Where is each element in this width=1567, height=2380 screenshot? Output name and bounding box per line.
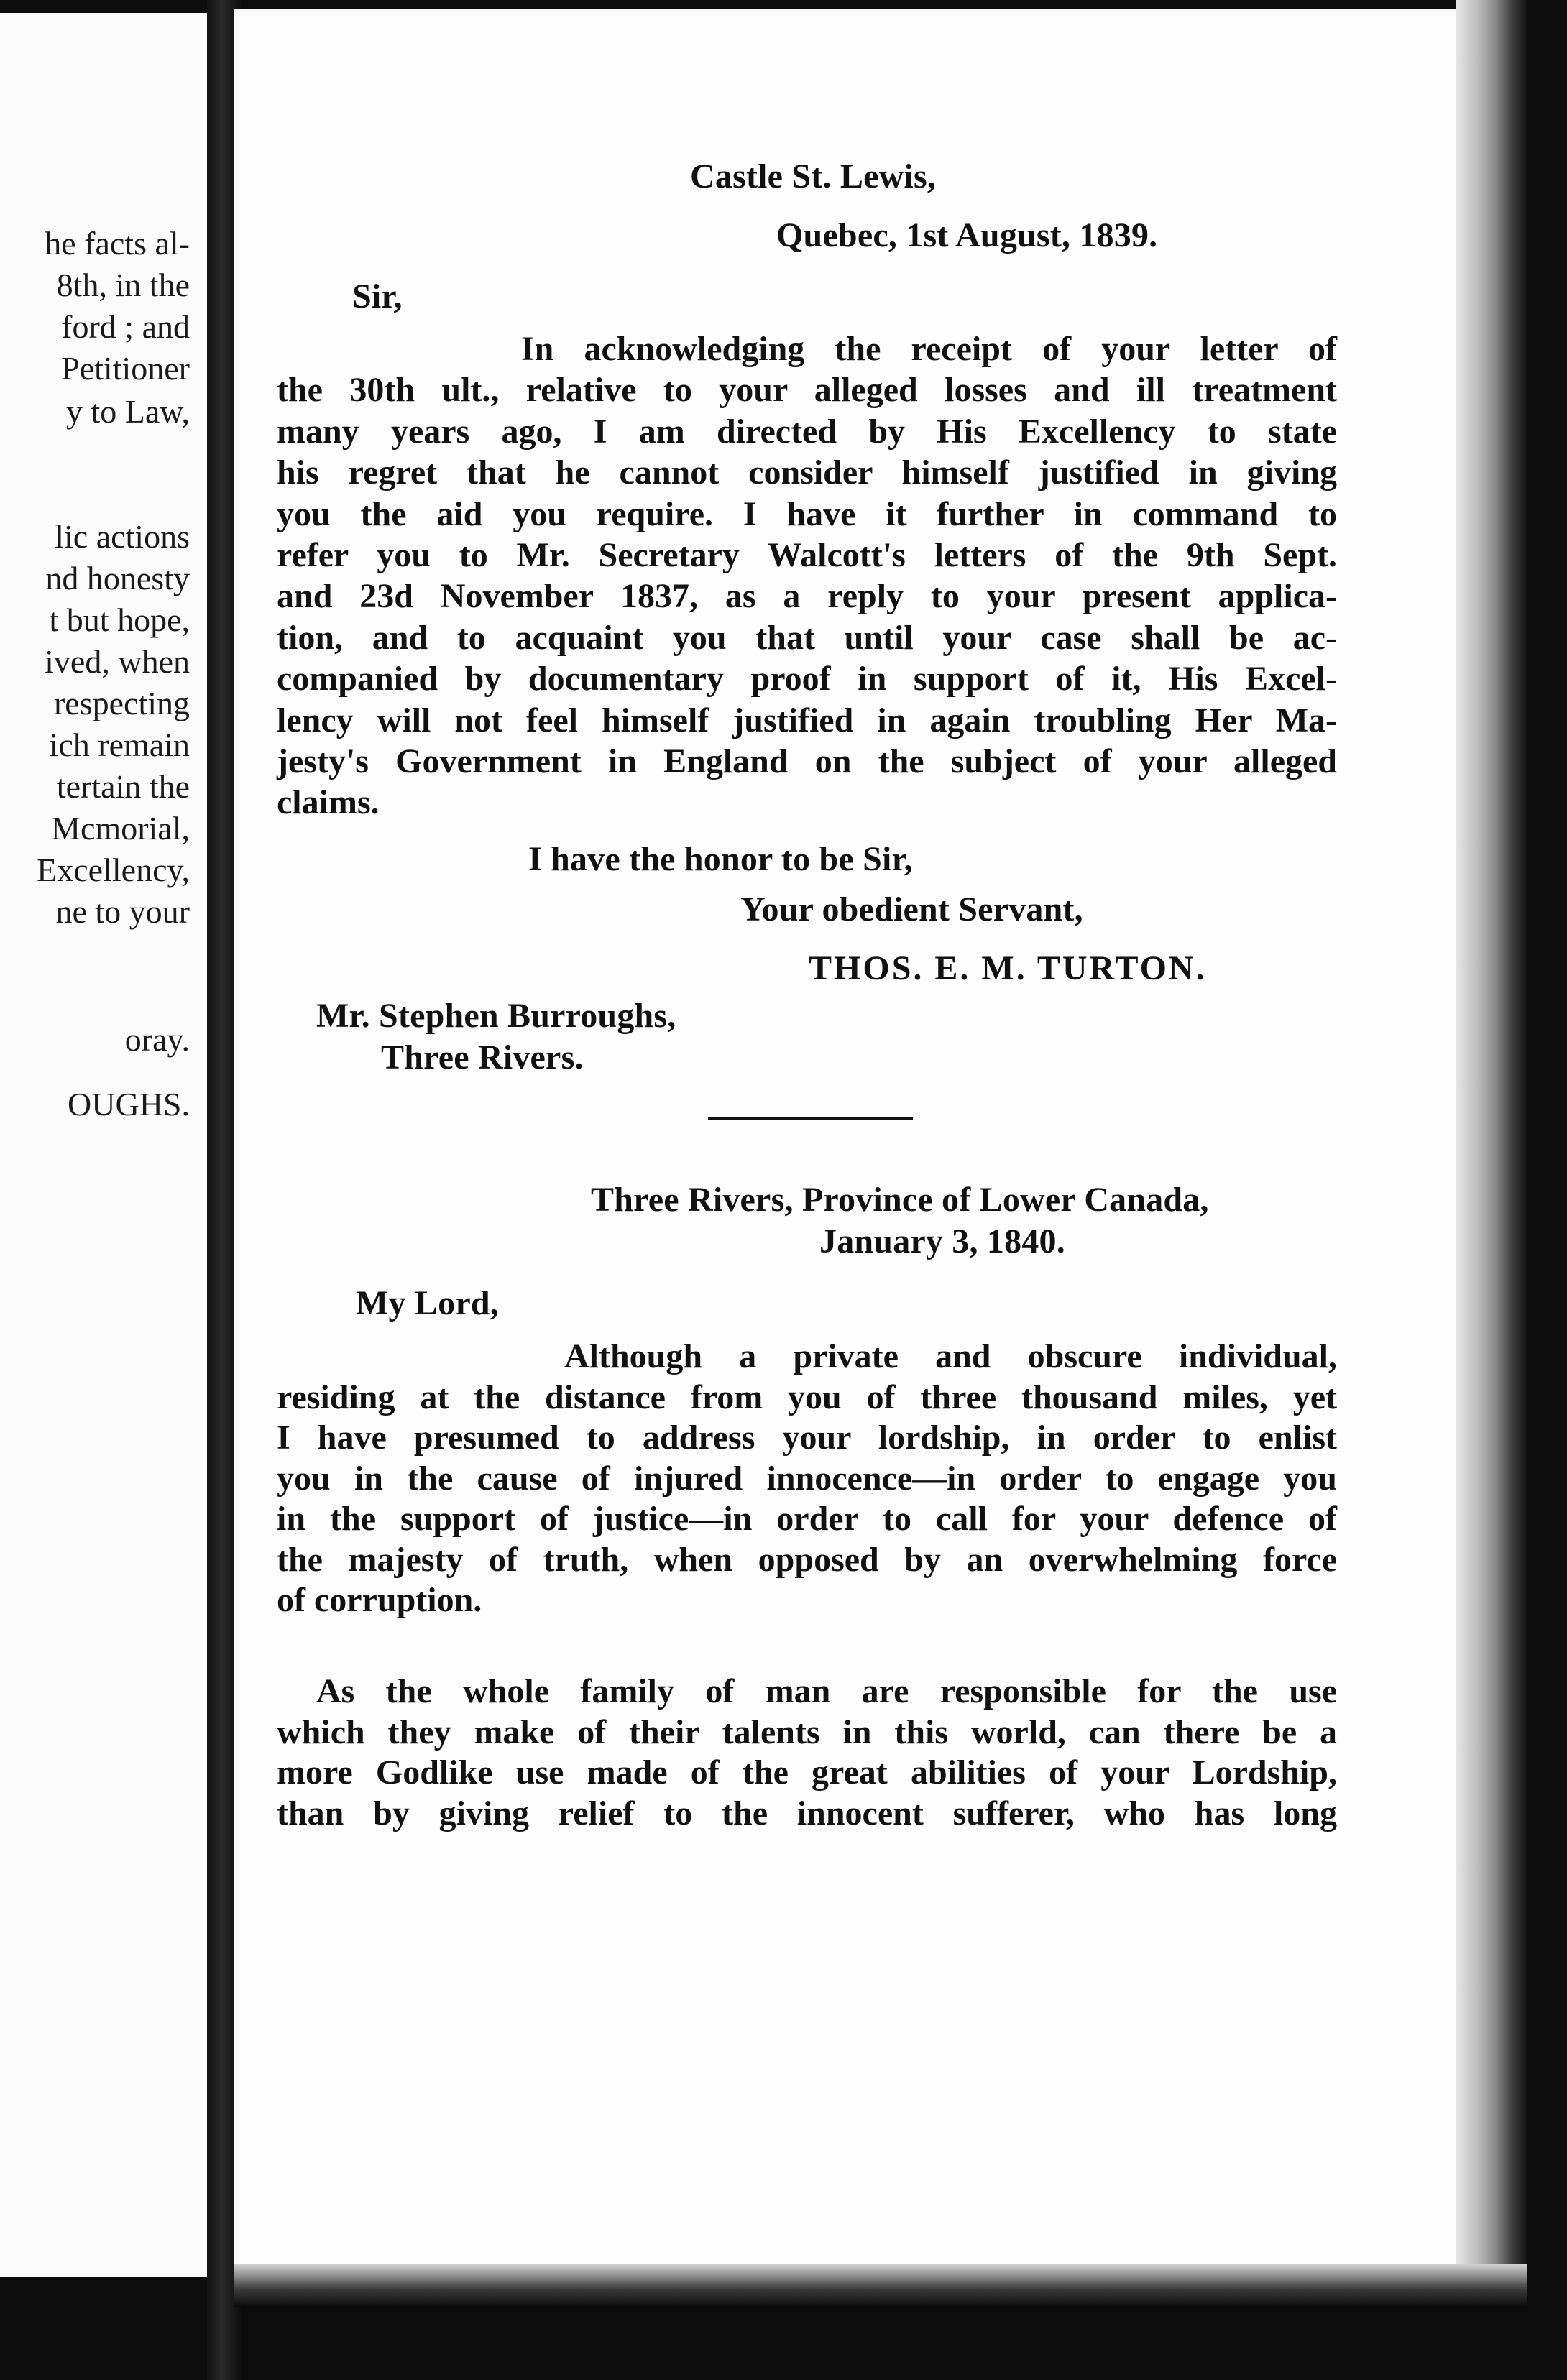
letter1-salutation: Sir, xyxy=(352,277,403,315)
text-line: in the support of justice—in order to call for your defence of xyxy=(277,1500,1337,1538)
letter2-salutation: My Lord, xyxy=(356,1284,499,1322)
page-bottom-shadow xyxy=(234,2264,1527,2307)
left-page-fragment: ived, when xyxy=(45,643,190,680)
section-divider xyxy=(708,1117,913,1120)
text-line: refer you to Mr. Secretary Walcott's letters of the 9th Sept. xyxy=(277,536,1337,574)
text-line: than by giving relief to the innocent sufferer, who has long xyxy=(277,1794,1337,1832)
text-line: the majesty of truth, when opposed by an overwhelming force xyxy=(277,1540,1337,1579)
text-line: residing at the distance from you of three thousand miles, yet xyxy=(277,1378,1337,1416)
left-page-fragment: ne to your xyxy=(55,893,190,930)
letter1-addressee-name: Mr. Stephen Burroughs, xyxy=(316,997,676,1035)
left-page-fragment: oray. xyxy=(124,1021,190,1058)
text-line: the 30th ult., relative to your alleged losses and ill treatment xyxy=(277,371,1337,410)
left-page-fragment: he facts al- xyxy=(45,225,190,262)
text-line: jesty's Government in England on the subject of your alleged xyxy=(277,742,1337,780)
left-page-fragment: Excellency, xyxy=(37,852,190,888)
letter1-signature: THOS. E. M. TURTON. xyxy=(809,949,1207,987)
left-page-fragment: 8th, in the xyxy=(56,267,190,303)
letter2-date: January 3, 1840. xyxy=(819,1222,1065,1260)
text-line: you the aid you require. I have it further in command to xyxy=(277,494,1337,533)
text-line: his regret that he cannot consider himself justified in giving xyxy=(277,453,1337,492)
left-page-fragment: y to Law, xyxy=(65,393,190,430)
text-line: claims. xyxy=(277,783,380,822)
left-page-fragment: Mcmorial, xyxy=(51,810,190,847)
text-line: lency will not feel himself justified in again troubling Her Ma- xyxy=(277,701,1337,739)
left-page-fragment: t but hope, xyxy=(49,601,190,638)
letter1-addressee-place: Three Rivers. xyxy=(381,1038,584,1076)
text-line: In acknowledging the receipt of your letter of xyxy=(521,330,1337,368)
left-page-fragment: respecting xyxy=(53,685,190,721)
letter1-closing: I have the honor to be Sir, xyxy=(528,840,913,878)
text-line: more Godlike use made of the great abilities of your Lordship, xyxy=(277,1753,1337,1791)
letter1-place: Castle St. Lewis, xyxy=(690,157,937,195)
left-page-fragment: Petitioner xyxy=(61,350,190,387)
text-line: Although a private and obscure individual, xyxy=(564,1337,1337,1375)
left-page-fragment: nd honesty xyxy=(45,560,190,596)
text-line: which they make of their talents in this world, can there be a xyxy=(277,1712,1337,1751)
text-line: companied by documentary proof in support of it, His Excel- xyxy=(277,660,1337,698)
left-page-fragment: ford ; and xyxy=(61,308,190,345)
left-page-fragment: OUGHS. xyxy=(68,1086,190,1122)
text-line: tion, and to acquaint you that until your case shall be ac- xyxy=(277,618,1337,657)
left-page-fragment: ich remain xyxy=(49,727,190,763)
text-line: As the whole family of man are responsible for the use xyxy=(316,1672,1337,1710)
text-line: you in the cause of injured innocence—in order to engage you xyxy=(277,1459,1337,1498)
text-line: of corruption. xyxy=(277,1581,482,1619)
letter1-valediction: Your obedient Servant, xyxy=(740,890,1083,928)
text-line: many years ago, I am directed by His Excellency to state xyxy=(277,412,1337,451)
letter2-place: Three Rivers, Province of Lower Canada, xyxy=(591,1181,1209,1219)
page-edge xyxy=(1456,0,1527,2292)
letter1-date: Quebec, 1st August, 1839. xyxy=(776,216,1158,254)
text-line: I have presumed to address your lordship, in order to enlist xyxy=(277,1419,1337,1457)
text-line: and 23d November 1837, as a reply to your present applica- xyxy=(277,577,1337,616)
left-facing-page xyxy=(0,13,207,2277)
left-page-fragment: lic actions xyxy=(55,518,190,555)
left-page-fragment: tertain the xyxy=(56,768,190,805)
